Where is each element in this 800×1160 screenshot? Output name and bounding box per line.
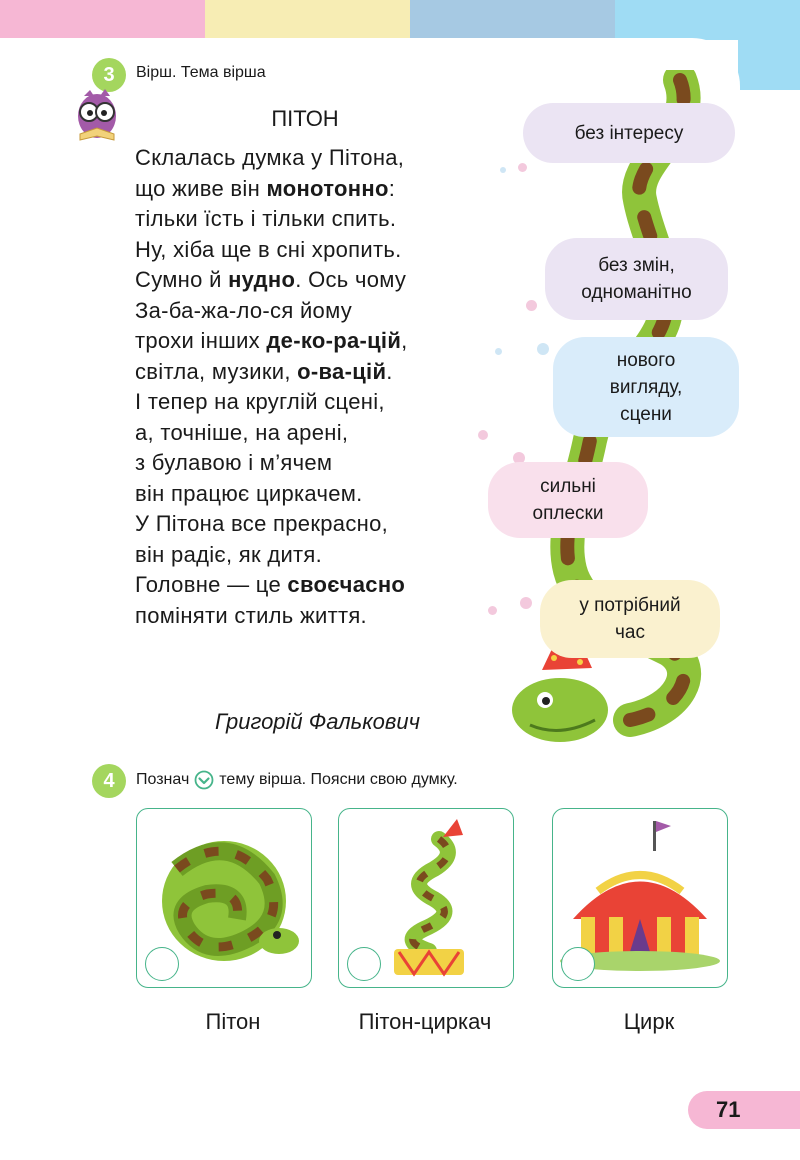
cloud-text: без змін, <box>598 255 675 276</box>
poem-line-text: він радіє, як дитя. <box>135 541 323 567</box>
option-label-circus: Цирк <box>623 1009 675 1034</box>
poem-line-text: світла, музики, <box>135 358 298 384</box>
header-stripe-cyan <box>615 0 800 40</box>
cloud-text: час <box>615 622 645 643</box>
cloud-3 <box>553 337 739 437</box>
cloud-text: у потрібний <box>579 595 681 616</box>
cloud-2 <box>545 238 728 320</box>
option-label-circus-python: Пітон-циркач <box>358 1009 492 1034</box>
cloud-1 <box>523 103 735 163</box>
poem-line-text: він працює циркачем. <box>135 480 363 506</box>
poem-line <box>135 448 408 479</box>
poem-line-text: У Пітона все прекрасно, <box>135 511 389 536</box>
poem-key-word: монотонно <box>266 175 389 201</box>
poem-line <box>135 143 408 174</box>
checkmark-circle-icon <box>194 770 214 790</box>
cloud-4 <box>488 462 648 538</box>
poem-line-text: трохи інших <box>135 328 267 353</box>
poem-line-text: , <box>401 328 408 353</box>
option-checkbox[interactable] <box>145 947 179 981</box>
poem-line <box>135 235 408 266</box>
poem-key-word: о-ва-цій <box>297 358 387 384</box>
header-stripe-yellow <box>205 0 410 40</box>
poem-line <box>135 387 408 418</box>
cloud-text: нового <box>616 349 676 371</box>
task-number-badge: 4 <box>92 764 126 798</box>
poem-line <box>135 570 408 601</box>
poem-line-text: І тепер на круглій сцені, <box>135 389 385 414</box>
decor-dot <box>537 343 549 355</box>
corner-tab <box>738 40 800 90</box>
poem-line <box>135 296 408 327</box>
header-stripe-blue <box>410 0 615 40</box>
decor-dot <box>478 430 488 440</box>
poem-line <box>135 174 408 205</box>
poem-line <box>135 601 408 632</box>
poem-line-text: За-ба-жа-ло-ся йому <box>135 297 353 323</box>
poem-key-word: нудно <box>228 267 296 292</box>
poem-key-word: своєчасно <box>287 572 406 597</box>
poem-line-text: Головне — це <box>135 572 288 597</box>
poem-line <box>135 204 408 235</box>
poem-line-text: . <box>386 358 393 384</box>
decor-dot <box>520 597 532 609</box>
poem-line <box>135 418 408 449</box>
poem-line-text: що живе він <box>135 175 267 201</box>
option-checkbox[interactable] <box>347 947 381 981</box>
poem-line <box>135 357 408 388</box>
task-4-text-start: Познач <box>136 771 190 788</box>
poem-title: ПІТОН <box>271 106 339 131</box>
option-checkbox[interactable] <box>561 947 595 981</box>
poem-text <box>135 143 408 631</box>
poem-line <box>135 509 408 540</box>
poem-line <box>135 540 408 571</box>
task-3-text: Вірш. Тема вірша <box>136 64 266 81</box>
decor-dot <box>518 163 527 172</box>
poem-line-text: тільки їсть і тільки спить. <box>135 206 397 231</box>
option-label-python: Пітон <box>205 1009 261 1034</box>
poem-line <box>135 326 408 357</box>
poem-line-text: з булавою і м’ячем <box>135 450 333 475</box>
cloud-text: оплески <box>532 503 604 524</box>
decor-dot <box>495 348 502 355</box>
poem-line-text: Сумно й <box>135 267 229 292</box>
poem-line-text: поміняти стиль життя. <box>135 602 367 628</box>
option-card-circus-python[interactable] <box>338 808 514 988</box>
decor-dot <box>488 606 497 615</box>
cloud-text: сильні <box>540 476 596 497</box>
option-card-circus[interactable] <box>552 808 728 988</box>
poem-line <box>135 479 408 510</box>
decor-dot <box>500 167 506 173</box>
task-4-text-end: тему вірша. Поясни свою думку. <box>219 771 458 788</box>
poem-line-text: Склалась думка у Пітона, <box>135 145 405 170</box>
cloud-text: вигляду, <box>609 376 683 398</box>
poem-line-text: а, точніше, на арені, <box>135 419 349 445</box>
poem-key-word: де-ко-ра-цій <box>266 328 402 353</box>
option-card-python[interactable] <box>136 808 312 988</box>
cloud-text: одноманітно <box>581 282 692 303</box>
header-stripe-pink <box>0 0 205 40</box>
page-number: 71 <box>688 1091 800 1129</box>
decor-dot <box>526 300 537 311</box>
owl-icon <box>72 86 122 146</box>
cloud-text: сцени <box>620 403 672 425</box>
cloud-text: без інтересу <box>574 122 684 144</box>
task-number-badge: 3 <box>92 58 126 92</box>
cloud-5 <box>540 580 720 658</box>
poem-line-text: . Ось чому <box>295 267 407 292</box>
poem-author: Григорій Фалькович <box>215 709 420 734</box>
poem-line <box>135 265 408 296</box>
task-4-text <box>136 770 458 790</box>
poem-line-text: : <box>388 175 396 201</box>
poem-line-text: Ну, хіба ще в сні хропить. <box>135 236 402 262</box>
